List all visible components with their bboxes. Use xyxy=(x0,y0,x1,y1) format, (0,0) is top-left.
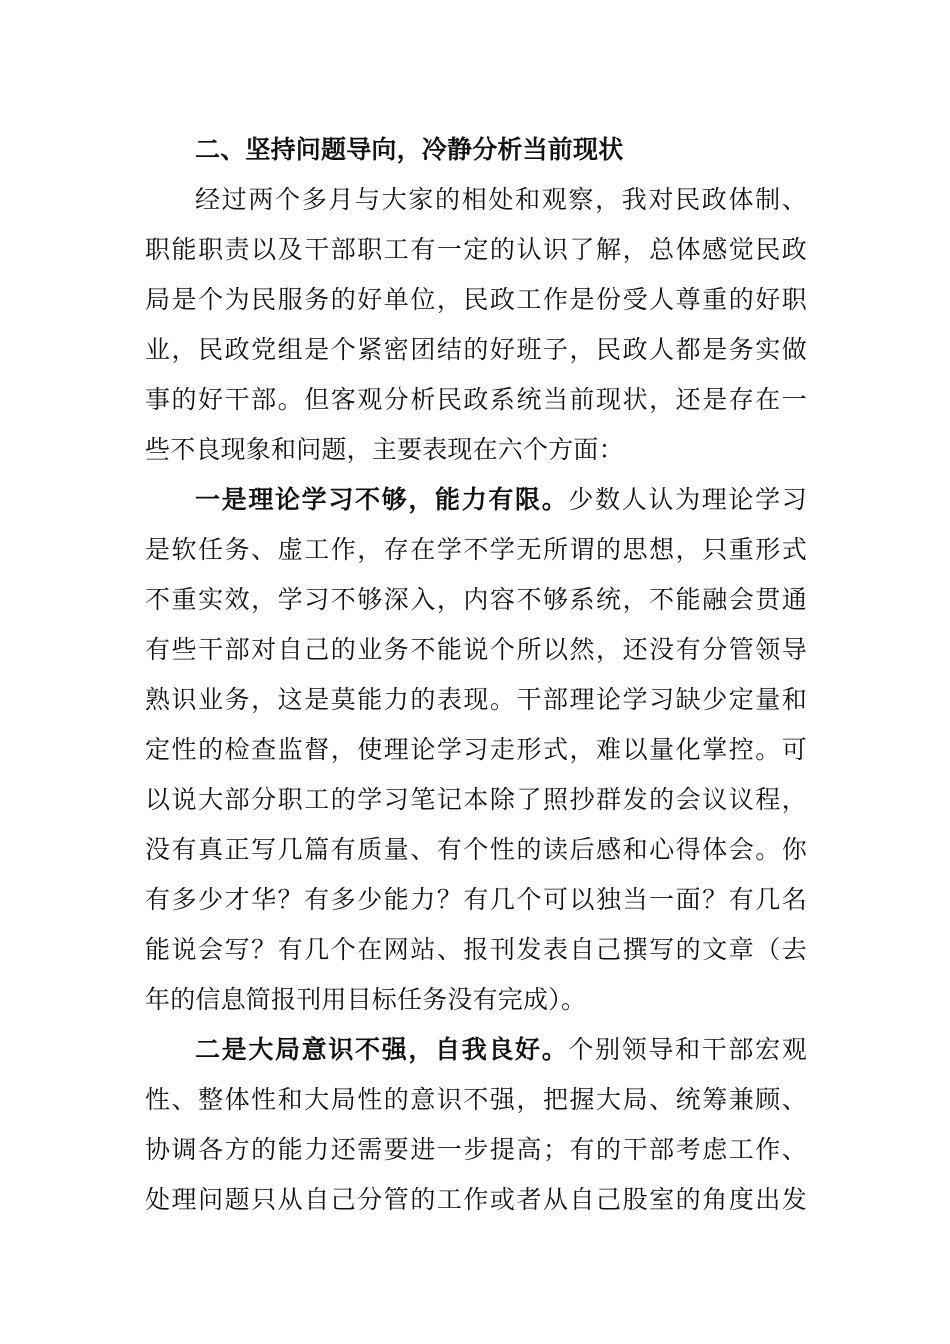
paragraph-2-line-8: 没有真正写几篇有质量、有个性的读后感和心得体会。你 xyxy=(145,835,807,864)
paragraph-2-line-3: 不重实效，学习不够深入，内容不够系统，不能融会贯通 xyxy=(145,585,807,614)
paragraph-1-line-5: 事的好干部。但客观分析民政系统当前现状，还是存在一 xyxy=(145,385,807,414)
paragraph-2-line-1 xyxy=(195,484,807,518)
section-heading: 二、坚持问题导向，冷静分析当前现状 xyxy=(195,135,624,164)
paragraph-2-line-2: 是软任务、虚工作，存在学不学无所谓的思想，只重形式 xyxy=(145,535,807,564)
paragraph-1-line-1: 经过两个多月与大家的相处和观察，我对民政体制、 xyxy=(195,185,807,214)
paragraph-1-line-4: 业，民政党组是个紧密团结的好班子，民政人都是务实做 xyxy=(145,335,807,364)
paragraph-2-first-line-rest: 少数人认为理论学习 xyxy=(568,485,807,514)
paragraph-3-line-4: 处理问题只从自己分管的工作或者从自己股室的角度出发 xyxy=(145,1185,807,1214)
paragraph-2-line-6: 定性的检查监督，使理论学习走形式，难以量化掌控。可 xyxy=(145,735,807,764)
paragraph-1-line-3: 局是个为民服务的好单位，民政工作是份受人尊重的好职 xyxy=(145,285,807,314)
paragraph-3-lead: 二是大局意识不强，自我良好。 xyxy=(195,1035,569,1064)
paragraph-2-line-11: 年的信息简报刊用目标任务没有完成）。 xyxy=(145,985,587,1014)
paragraph-3-first-line-rest: 个别领导和干部宏观 xyxy=(568,1035,807,1064)
paragraph-3-line-1 xyxy=(195,1034,807,1068)
paragraph-3-line-2: 性、整体性和大局性的意识不强，把握大局、统筹兼顾、 xyxy=(145,1085,807,1114)
paragraph-1-line-2: 职能职责以及干部职工有一定的认识了解，总体感觉民政 xyxy=(145,235,807,264)
paragraph-3-line-3: 协调各方的能力还需要进一步提高；有的干部考虑工作、 xyxy=(145,1135,807,1164)
paragraph-1-line-6: 些不良现象和问题，主要表现在六个方面： xyxy=(145,435,624,464)
paragraph-2-line-5: 熟识业务，这是莫能力的表现。干部理论学习缺少定量和 xyxy=(145,685,807,714)
paragraph-2-line-7: 以说大部分职工的学习笔记本除了照抄群发的会议议程， xyxy=(145,785,807,814)
paragraph-2-line-4: 有些干部对自己的业务不能说个所以然，还没有分管领导 xyxy=(145,635,807,664)
paragraph-2-line-9: 有多少才华？有多少能力？有几个可以独当一面？有几名 xyxy=(145,885,807,914)
paragraph-2-lead: 一是理论学习不够，能力有限。 xyxy=(195,485,569,514)
paragraph-2-line-10: 能说会写？有几个在网站、报刊发表自己撰写的文章（去 xyxy=(145,935,807,964)
